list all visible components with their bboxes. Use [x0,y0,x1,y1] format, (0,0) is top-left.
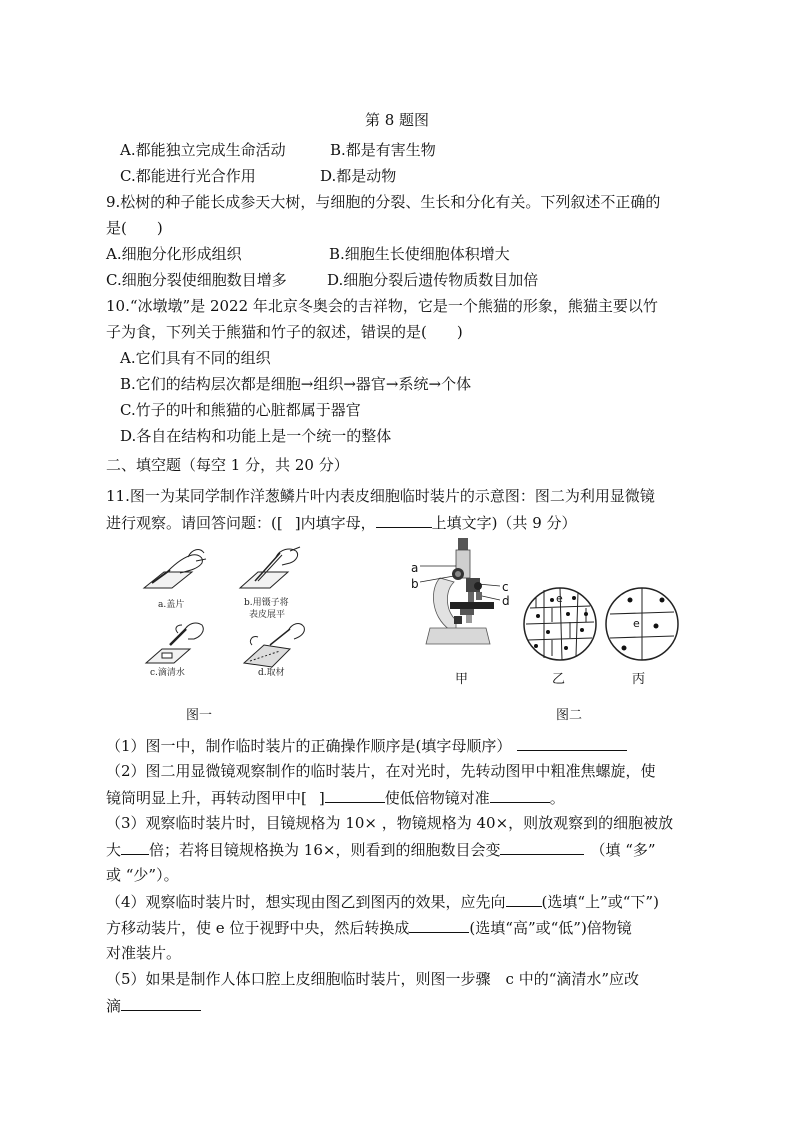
q9-stem-line2: 是( ) [106,219,163,237]
q10-stem-line2: 子为食，下列关于熊猫和竹子的叙述，错误的是( ) [106,323,463,341]
q10-option-c: C.竹子的叶和熊猫的心脏都属于器官 [120,401,361,419]
q8-option-d: D.都是动物 [320,167,397,185]
field-yi-label-e: e [556,592,563,605]
q11-part4-blank1[interactable] [506,891,542,907]
q11-part3-text2: 倍；若将目镜规格换为 16×，则看到的细胞数目会变 [149,841,501,859]
q11-part4-line1 [106,891,659,912]
q11-part5-line2 [106,995,201,1016]
microscope-label-b: b [411,577,419,591]
q10-option-b: B.它们的结构层次都是细胞→组织→器官→系统→个体 [120,375,472,393]
step-d-label: d.取材 [258,668,285,678]
q11-part2-line1: （2）图二用显微镜观察制作的临时装片，在对光时，先转动图甲中粗准焦螺旋，使 [106,762,656,780]
step-b-drawing [240,547,300,588]
q11-part4-text2: (选填“上”或“下”) [541,893,659,911]
figure1-title: 图一 [186,708,213,723]
microscope-label-a: a [411,561,419,575]
q9-stem-line1: 9.松树的种子能长成参天大树，与细胞的分裂、生长和分化有关。下列叙述不正确的 [106,193,661,211]
q10-option-d: D.各自在结构和功能上是一个统一的整体 [120,427,392,445]
figure-caption: 第 8 题图 [364,111,430,129]
q8-option-b: B.都是有害生物 [330,141,436,159]
q11-part4-blank2[interactable] [409,917,469,933]
microscope-drawing [420,536,500,656]
q10-option-a: A.它们具有不同的组织 [120,349,271,367]
q11-part2-text3: 使低倍物镜对准 [384,789,490,807]
q11-part2-blank2[interactable] [490,787,550,803]
step-b-label-line1: b.用镊子将 [244,598,289,608]
q11-part5-line1: （5）如果是制作人体口腔上皮细胞临时装片，则图一步骤 c 中的“滴清水”应改 [106,970,640,988]
q11-part4-text1: （4）观察临时装片时，想实现由图乙到图丙的效果，应先向 [106,893,506,911]
q11-stem-line1: 11.图一为某同学制作洋葱鳞片叶内表皮细胞临时装片的示意图：图二为利用显微镜 [106,487,655,505]
q9-option-d: D.细胞分裂后遗传物质数目加倍 [327,271,539,289]
q11-stem-part3: 上填文字)（共 9 分） [431,514,577,532]
step-a-label: a.盖片 [158,600,185,610]
q11-part2-text4: 。 [549,789,565,807]
q11-part2-line2 [106,787,565,808]
q11-part3-text3: （填 “多” [590,841,656,859]
step-a-drawing [144,550,206,588]
q11-part2-blank1[interactable] [325,787,385,803]
q11-part4-line2 [106,917,632,938]
field-bing-caption: 丙 [632,672,646,687]
q11-part3-line3: 或 “少”）。 [106,866,179,884]
step-d-drawing [244,624,304,667]
q11-part3-line2 [106,839,656,860]
q11-stem-part1: 进行观察。请回答问题：([ [106,514,283,532]
q11-stem-line2 [106,512,577,533]
field-of-view-bing [604,586,680,662]
q11-part5-text: 滴 [106,997,122,1015]
q8-option-c: C.都能进行光合作用 [120,167,256,185]
field-yi-caption: 乙 [552,672,566,687]
section-heading: 二、填空题（每空 1 分，共 20 分） [106,456,349,474]
q11-part4-text4: (选填“高”或“低”)倍物镜 [469,919,632,937]
q11-part4-text3: 方移动装片，使 e 位于视野中央，然后转换成 [106,919,410,937]
q11-part3-blank1[interactable] [121,839,149,855]
q10-stem-line1: 10.“冰墩墩”是 2022 年北京冬奥会的吉祥物，它是一个熊猫的形象，熊猫主要以竹 [106,297,658,315]
q11-part2-text2: ] [318,789,325,807]
microscope-label-d: d [502,594,510,608]
example-blank [376,512,432,528]
q9-option-c: C.细胞分裂使细胞数目增多 [106,271,287,289]
q11-part1-text: （1）图一中，制作临时装片的正确操作顺序是(填字母顺序） [106,737,512,755]
step-c-drawing [146,623,203,663]
q11-part3-text1: 大 [106,841,122,859]
q8-option-a: A.都能独立完成生命活动 [120,141,286,159]
figure2-title: 图二 [556,708,583,723]
q11-part1 [106,735,627,756]
field-bing-label-e: e [633,617,640,630]
q11-stem-part2: ]内填字母， [294,514,376,532]
q9-option-a: A.细胞分化形成组织 [106,245,242,263]
q11-part4-line3: 对准装片。 [106,944,182,962]
q9-option-b: B.细胞生长使细胞体积增大 [329,245,510,263]
q11-part3-line1: （3）观察临时装片时，目镜规格为 10× ，物镜规格为 40×，则放观察到的细胞被放 [106,814,674,832]
q11-part2-text1: 镜筒明显上升，再转动图甲中[ [106,789,307,807]
q11-part3-blank2[interactable] [500,839,584,855]
q11-part1-answer-blank[interactable] [517,735,627,751]
step-b-label-line2: 表皮展平 [249,610,286,620]
q11-part5-blank[interactable] [121,995,201,1011]
microscope-label-c: c [502,580,509,594]
step-c-label: c.滴清水 [150,668,185,678]
microscope-caption: 甲 [455,672,469,687]
